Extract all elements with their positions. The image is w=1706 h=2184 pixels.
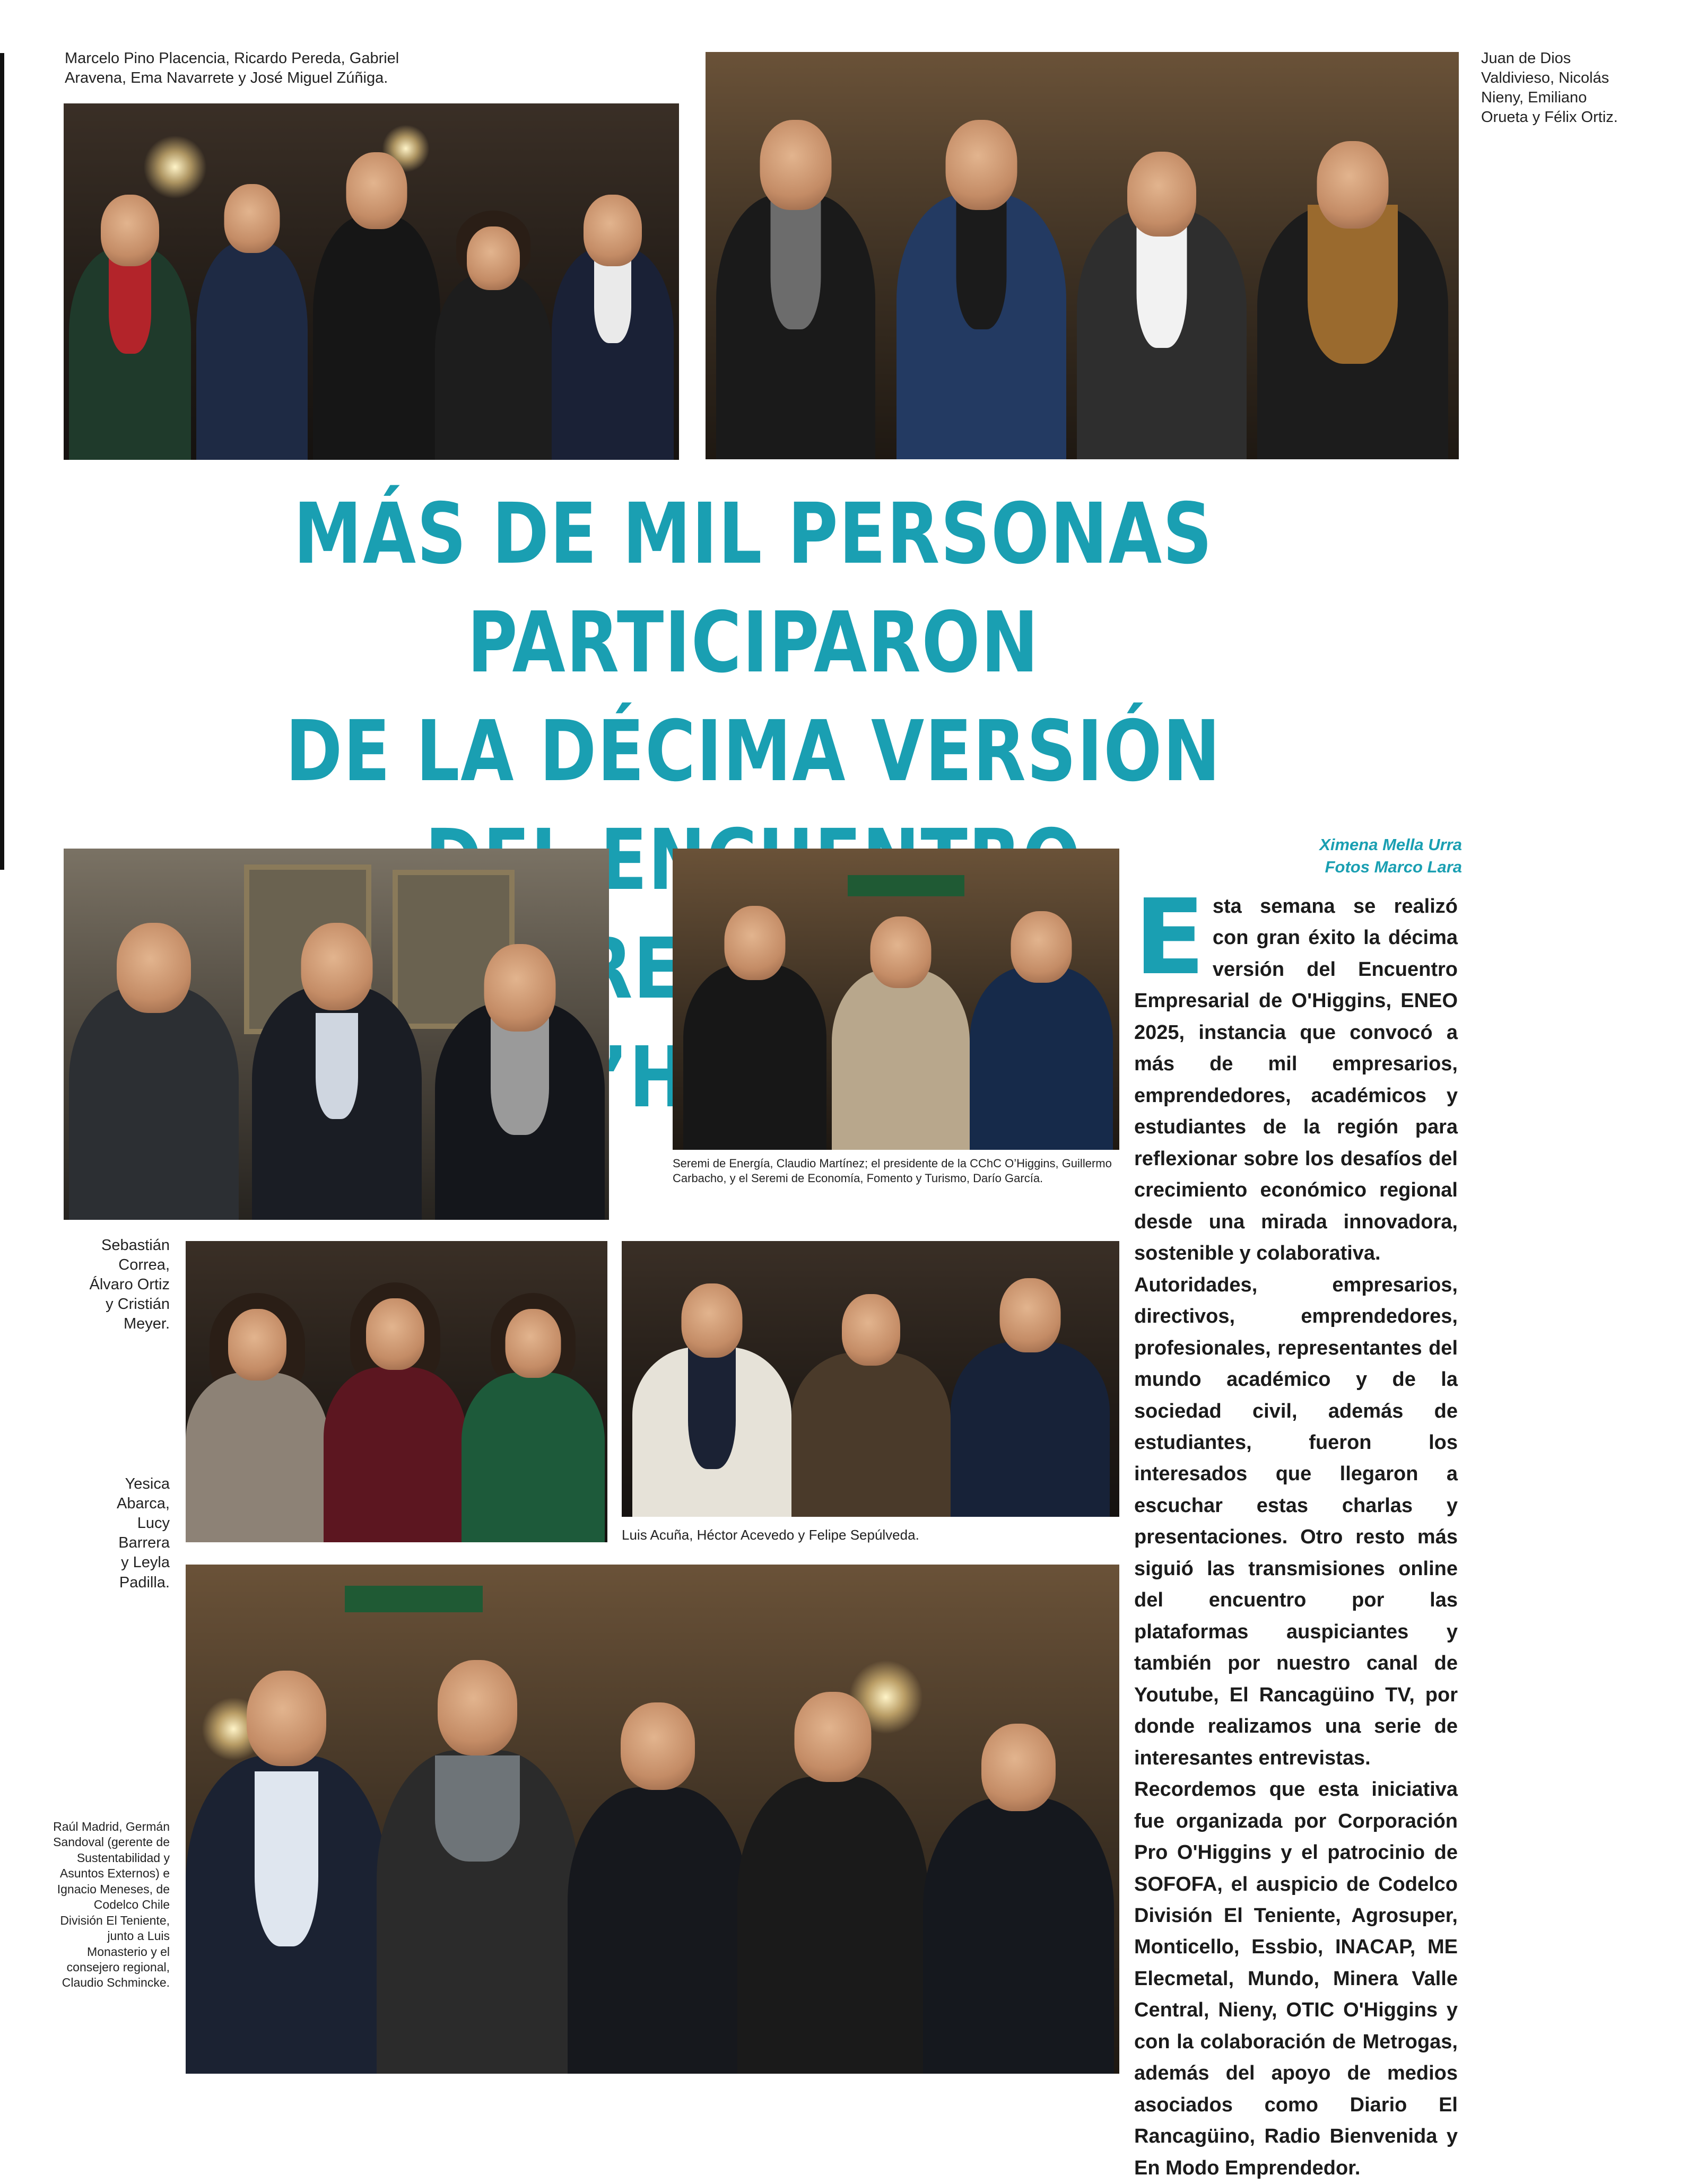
photo-mid-left <box>64 849 609 1220</box>
headline-line-1: MÁS DE MIL PERSONAS PARTICIPARON <box>293 485 1213 692</box>
caption-top-left: Marcelo Pino Placencia, Ricardo Pereda, Gabriel Aravena, Ema Navarrete y José Miguel Zúñiga. <box>65 50 399 87</box>
article-paragraph-1-text: sta semana se realizó con gran éxito la décima versión del Encuentro Empresarial de O'Higgins, ENEO 2025, instancia que convocó a más de mil empresarios, emprendedores, académicos y estudiantes de la región para reflexionar sobre los desafíos del crecimiento económico regional desde una mirada innovadora, sostenible y colaborativa. <box>1134 895 1458 1265</box>
photo-top-right <box>706 52 1459 459</box>
photo-bottom <box>186 1565 1119 2074</box>
byline <box>1319 834 1462 878</box>
caption-mid-left: Sebastián Correa, Álvaro Ortiz y Cristián Meyer. <box>89 1237 170 1333</box>
byline-author: Ximena Mella Urra <box>1319 835 1462 854</box>
caption-row3-left: Yesica Abarca, Lucy Barrera y Leyla Padilla. <box>117 1475 170 1591</box>
caption-bottom-left: Raúl Madrid, Germán Sandoval (gerente de Sustentabilidad y Asuntos Externos) e Ignacio Meneses, de Codelco Chile División El Teniente, junto a Luis Monasterio y el consejero regional, Claudio Schmincke. <box>53 1820 170 1990</box>
byline-photos: Fotos Marco Lara <box>1325 857 1462 876</box>
headline-line-2: DE LA DÉCIMA VERSIÓN <box>285 703 1222 800</box>
left-edge-bar <box>0 53 4 870</box>
photo-row3-right <box>622 1241 1119 1517</box>
photo-row3-left <box>186 1241 607 1542</box>
photo-mid-right <box>673 849 1119 1150</box>
photo-top-left <box>64 103 679 460</box>
article-paragraph-3: Recordemos que esta iniciativa fue organizada por Corporación Pro O'Higgins y el patrocinio de SOFOFA, el auspicio de Codelco División El Teniente, Agrosuper, Monticello, Essbio, INACAP, ME Elecmetal, Mundo, Minera Valle Central, Nieny, OTIC O'Higgins y con la colaboración de Metrogas, además del apoyo de medios asociados como Diario El Rancagüino, Radio Bienvenida y En Modo Emprendedor. <box>1134 1778 1458 2179</box>
article-paragraph-2: Autoridades, empresarios, directivos, emprendedores, profesionales, representantes del mundo académico y de la sociedad civil, además de estudiantes, fueron los interesados que llegaron a escuchar estas charlas y presentaciones. Otro resto más siguió las transmisiones online del encuentro por las plataformas auspiciantes y también por nuestro canal de Youtube, El Rancagüino TV, por donde realizamos una serie de interesantes entrevistas. <box>1134 1273 1458 1769</box>
article-paragraph-1 <box>1134 877 1458 1270</box>
drop-cap: E <box>1134 877 1205 998</box>
caption-row3-right: Luis Acuña, Héctor Acevedo y Felipe Sepúlveda. <box>622 1527 919 1543</box>
caption-mid-right-photo: Seremi de Energía, Claudio Martínez; el presidente de la CChC O’Higgins, Guillermo Carbacho, y el Seremi de Economía, Fomento y Turismo, Darío García. <box>673 1157 1112 1185</box>
article-body <box>1134 877 1458 2184</box>
caption-top-right: Juan de Dios Valdivieso, Nicolás Nieny, Emiliano Orueta y Félix Ortiz. <box>1481 50 1618 126</box>
